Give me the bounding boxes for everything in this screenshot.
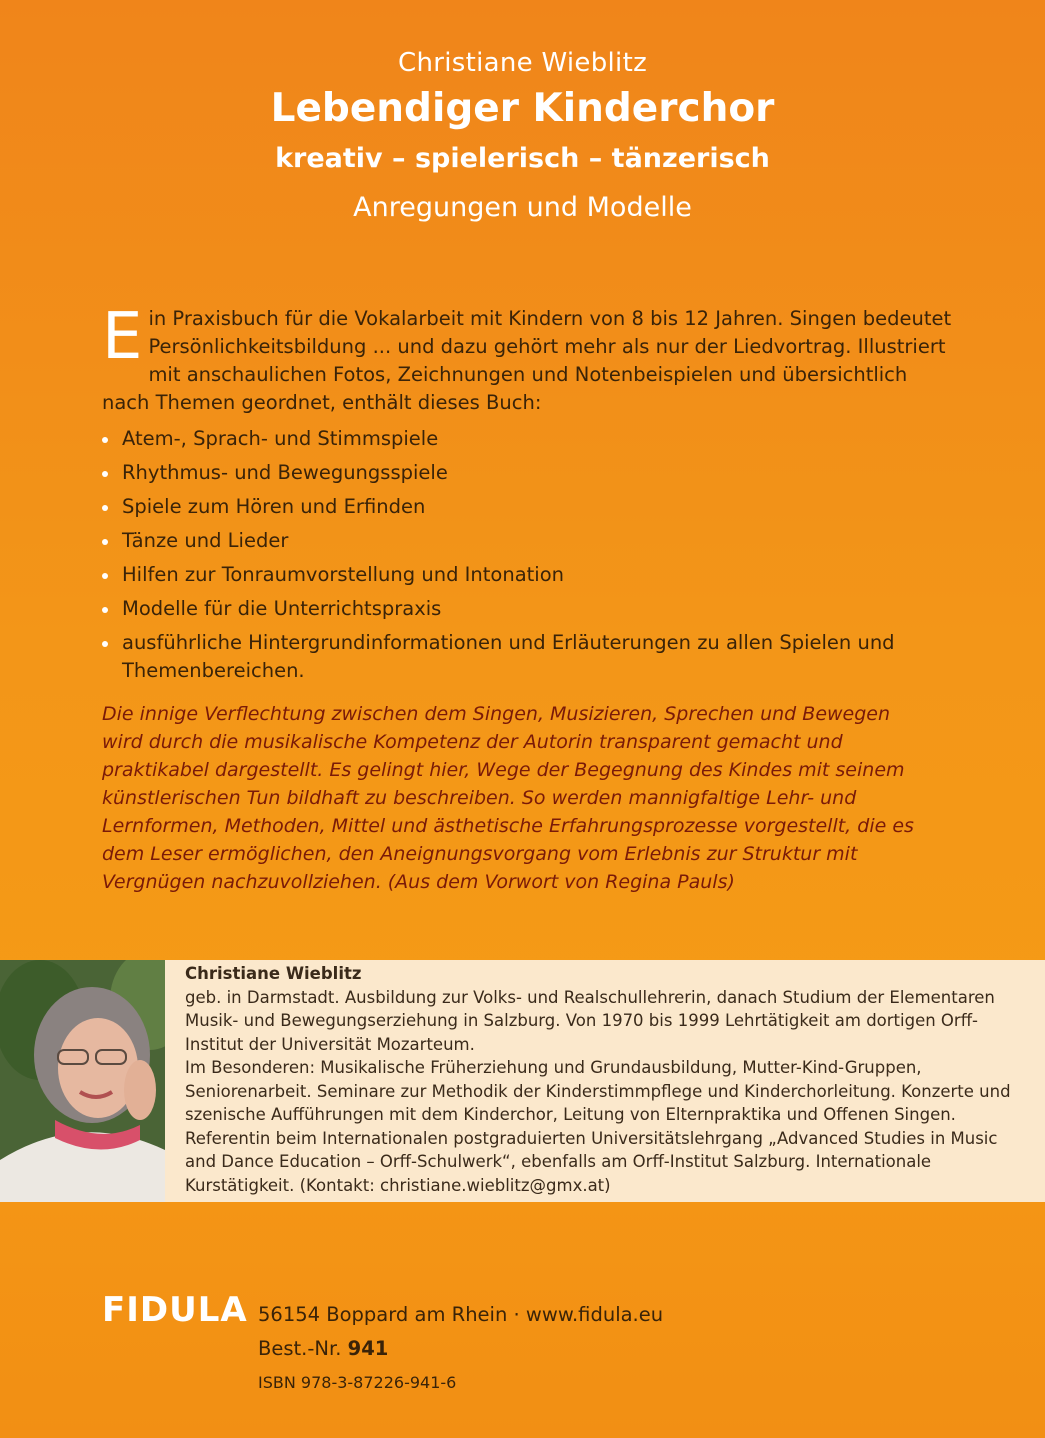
list-item: Atem-, Sprach- und Stimmspiele — [102, 425, 952, 453]
book-subtitle: Anregungen und Modelle — [353, 192, 692, 223]
book-title: Lebendiger Kinderchor — [270, 86, 775, 131]
list-item: Modelle für die Unterrichtspraxis — [102, 595, 952, 623]
author-bio-band — [0, 960, 1045, 1202]
bio-name: Christiane Wieblitz — [185, 964, 362, 983]
author-bio — [185, 962, 1025, 1197]
bio-paragraph: geb. in Darmstadt. Ausbildung zur Volks- und Realschullehrerin, danach Studium der Elementaren Musik- und Bewegungserziehung in Salzburg. Von 1970 bis 1999 Lehrtätigkeit am dortigen Orff-Institut der Universität Mozarteum. — [185, 987, 995, 1054]
list-item: ausführliche Hintergrundinformationen und Erläuterungen zu allen Spielen und Themenbereichen. — [102, 629, 952, 685]
publisher-info — [258, 1298, 663, 1400]
order-label: Best.-Nr. — [258, 1337, 342, 1360]
list-item: Rhythmus- und Bewegungsspiele — [102, 459, 952, 487]
list-item: Hilfen zur Tonraumvorstellung und Intonation — [102, 561, 952, 589]
intro-section — [102, 300, 952, 691]
bio-paragraph: Im Besonderen: Musikalische Früherziehung und Grundausbildung, Mutter-Kind-Gruppen, Seniorenarbeit. Seminare zur Methodik der Kinderstimmpflege und Kinderchorleitung. Konzerte und szenische Aufführungen mit dem Kinderchor, Leitung von Elternpraktika und Offenen Singen. Referentin beim Internationalen postgraduierten Universitätslehrgang „Advanced Studies in Music and Dance Education – Orff-Schulwerk“, ebenfalls am Orff-Institut Salzburg. Internationale Kurstätigkeit. (Kontakt: christiane.wieblitz@gmx.at) — [185, 1058, 1011, 1195]
order-number: 941 — [347, 1337, 389, 1360]
order-number-line — [258, 1332, 663, 1366]
publisher-logo: FIDULA — [102, 1290, 248, 1330]
contents-list — [102, 425, 952, 685]
author-name: Christiane Wieblitz — [397, 48, 648, 78]
cover-header — [0, 48, 1045, 223]
foreword-quote: Die innige Verflechtung zwischen dem Singen, Musizieren, Sprechen und Bewegen wird durch die musikalische Kompetenz der Autorin transparent gemacht und praktikabel dargestellt. Es gelingt hier, Wege der Begegnung des Kindes mit seinem künstlerischen Tun bildhaft zu beschreiben. So werden mannigfaltige Lehr- und Lernformen, Methoden, Mittel und ästhetische Erfahrungsprozesse vorgestellt, die es dem Leser ermöglichen, den Aneignungsvorgang vom Erlebnis zur Struktur mit Vergnügen nachzuvollziehen. (Aus dem Vorwort von Regina Pauls) — [102, 703, 914, 893]
intro-text: in Praxisbuch für die Vokalarbeit mit Kindern von 8 bis 12 Jahren. Singen bedeutet Persönlichkeitsbildung ... und dazu gehört mehr als nur der Liedvortrag. Illustriert mit anschaulichen Fotos, Zeichnungen und Notenbeispielen und übersichtlich nach Themen geordnet, enthält dieses Buch: — [102, 307, 952, 414]
author-photo — [0, 960, 165, 1202]
book-tagline: kreativ – spielerisch – tänzerisch — [275, 143, 770, 174]
list-item: Tänze und Lieder — [102, 527, 952, 555]
isbn: ISBN 978-3-87226-941-6 — [258, 1373, 457, 1392]
drop-cap: E — [102, 300, 143, 374]
portrait-illustration — [0, 960, 165, 1202]
publisher-address: 56154 Boppard am Rhein · www.fidula.eu — [258, 1303, 664, 1326]
list-item: Spiele zum Hören und Erfinden — [102, 493, 952, 521]
